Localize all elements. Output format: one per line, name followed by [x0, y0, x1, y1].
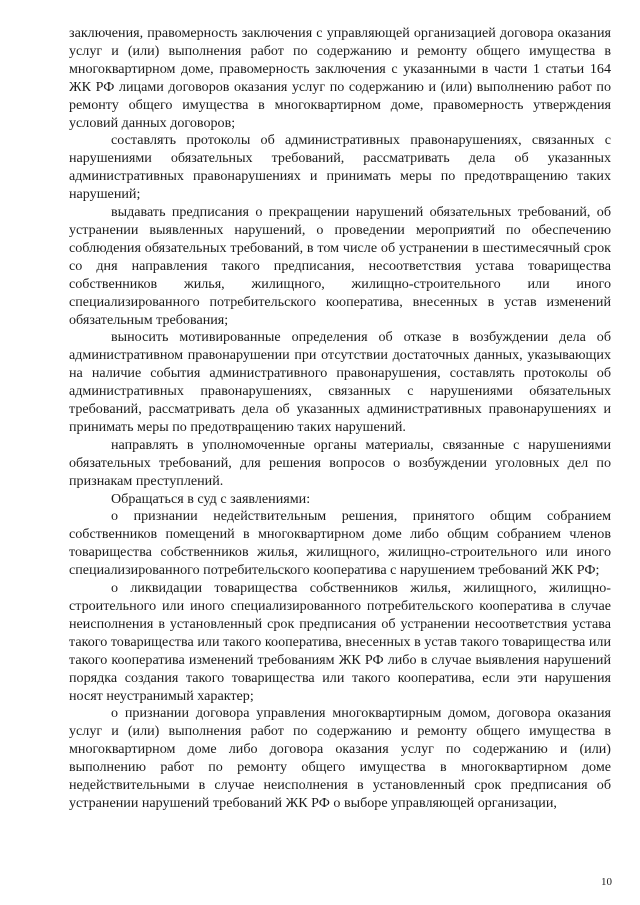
document-page [69, 25, 611, 813]
paragraph-prescriptions: выдавать предписания о прекращении нарушений обязательных требований, об устранении выявленных нарушений, о проведении мероприятий по обеспечению соблюдения обязательных требований, в том числе об устранении в шестимесячный срок со дня направления такого предписания, несоответствия устава товарищества собственников жилья, жилищного, жилищно-строительного или иного специализированного потребительского кооператива, внесенных в устав изменений обязательным требования; [69, 204, 611, 328]
paragraph-contract-invalid: о признании договора управления многоквартирным домом, договора оказания услуг и (или) выполнения работ по содержанию и ремонту общего имущества в многоквартирном доме либо договора оказания услуг по содержанию и (или) выполнению работ по ремонту общего имущества в многоквартирном доме недействительными в случае неисполнения в установленный срок предписания об устранении нарушений требований ЖК РФ о выборе управляющей организации, [69, 705, 611, 811]
paragraph-continuation: заключения, правомерность заключения с управляющей организацией договора оказания услуг и (или) выполнения работ по содержанию и ремонту общего имущества в многоквартирном доме, правомерность заключения с указанными в части 1 статьи 164 ЖК РФ лицами договоров оказания услуг по содержанию и (или) выполнению работ по ремонту общего имущества в многоквартирном доме, правомерность утверждения условий данных договоров; [69, 25, 611, 131]
paragraph-court-heading: Обращаться в суд с заявлениями: [111, 490, 311, 507]
paragraph-determinations: выносить мотивированные определения об отказе в возбуждении дела об административном правонарушении при отсутствии достаточных данных, указывающих на наличие события административного правонарушения, составлять протоколы об административных правонарушениях, связанных с нарушениями обязательных требований, рассматривать дела об указанных административных правонарушениях и принимать меры по предотвращению таких нарушений. [69, 329, 611, 435]
paragraph-liquidation: о ликвидации товарищества собственников жилья, жилищного, жилищно-строительного или иного специализированного потребительского кооператива в случае неисполнения в установленный срок предписания об устранении несоответствия устава такого товарищества или такого кооператива, внесенных в устав такого товарищества или такого кооператива изменений требованиям ЖК РФ либо в случае выявления нарушений порядка создания такого товарищества или такого кооператива, если эти нарушения носят неустранимый характер; [69, 580, 611, 704]
paragraph-protocols: составлять протоколы об административных правонарушениях, связанных с нарушениями обязательных требований, рассматривать дела об указанных административных правонарушениях и принимать меры по предотвращению таких нарушений; [69, 132, 611, 203]
paragraph-invalid-decision: о признании недействительным решения, принятого общим собранием собственников помещений в многоквартирном доме либо общим собранием членов товарищества собственников жилья, жилищного, жилищно-строительного или иного специализированного потребительского кооператива с нарушением требований ЖК РФ; [69, 508, 611, 579]
page-number: 10 [601, 876, 612, 888]
paragraph-materials: направлять в уполномоченные органы материалы, связанные с нарушениями обязательных требований, для решения вопросов о возбуждении уголовных дел по признакам преступлений. [69, 436, 611, 489]
